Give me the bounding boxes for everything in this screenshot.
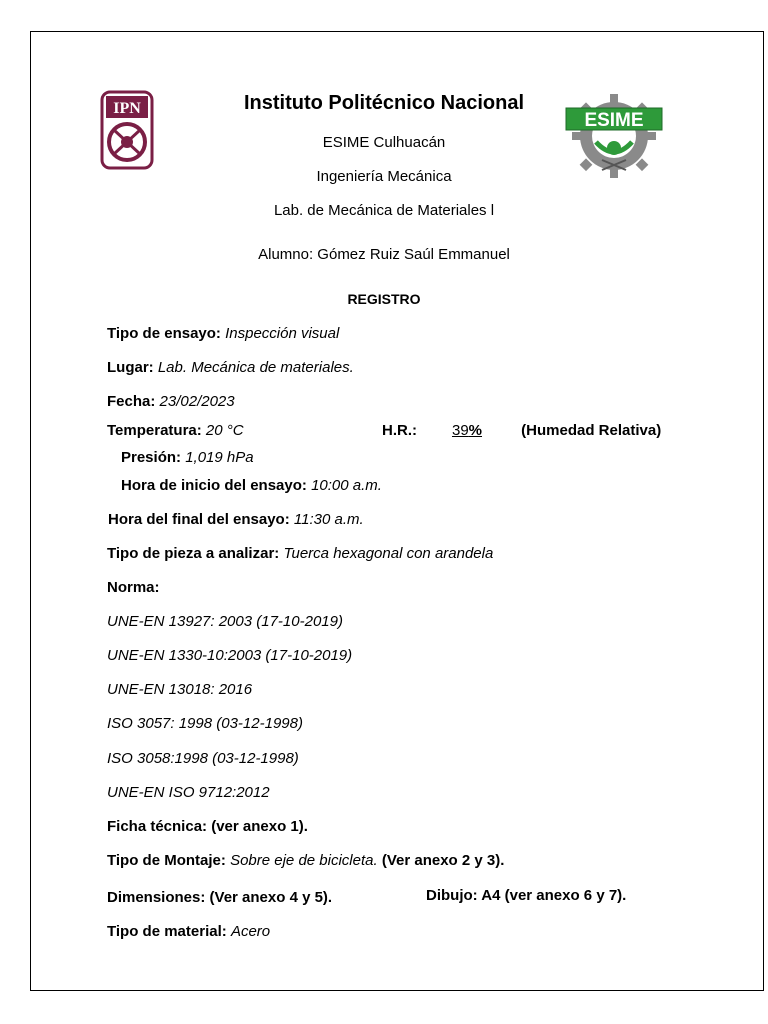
test-type-label: Tipo de ensayo: xyxy=(107,325,221,342)
end-time-value: 11:30 a.m. xyxy=(293,511,364,528)
place-label: Lugar: xyxy=(107,359,154,376)
mounting-reference: (Ver anexo 2 y 3). xyxy=(381,852,505,869)
test-type-line xyxy=(107,325,339,342)
dimensions-line xyxy=(107,889,332,906)
technical-sheet-label: Ficha técnica: (ver anexo 1). xyxy=(107,818,308,835)
technical-sheet-line xyxy=(107,818,308,835)
humidity-unit: % xyxy=(468,422,483,439)
material-value: Acero xyxy=(230,923,271,940)
temperature-label: Temperatura: xyxy=(107,422,202,439)
place-value: Lab. Mecánica de materiales. xyxy=(157,359,354,376)
end-time-label: Hora del final del ensayo: xyxy=(108,511,290,528)
temperature-value: 20 °C xyxy=(205,422,244,439)
date-line xyxy=(107,393,235,410)
place-line xyxy=(107,359,354,376)
humidity-line xyxy=(382,422,661,439)
school-name: ESIME Culhuacán xyxy=(322,134,446,151)
career-name: Ingeniería Mecánica xyxy=(316,168,452,185)
piece-type-label: Tipo de pieza a analizar: xyxy=(107,545,280,562)
end-time-line xyxy=(108,511,364,528)
start-time-label: Hora de inicio del ensayo: xyxy=(121,477,307,494)
norm-label: Norma: xyxy=(107,579,160,596)
date-label: Fecha: xyxy=(107,393,156,410)
date-value: 23/02/2023 xyxy=(159,393,235,410)
piece-type-value: Tuerca hexagonal con arandela xyxy=(283,545,494,562)
norm-item: UNE-EN 13927: 2003 (17-10-2019) xyxy=(107,613,343,630)
drawing-line xyxy=(426,887,626,904)
start-time-line xyxy=(121,477,382,494)
test-type-value: Inspección visual xyxy=(225,325,340,342)
humidity-value: 39 xyxy=(451,422,469,439)
section-title: REGISTRO xyxy=(347,291,421,307)
lab-name: Lab. de Mecánica de Materiales l xyxy=(273,202,495,219)
temperature-line xyxy=(107,422,244,439)
drawing-label: Dibujo: A4 (ver anexo 6 y 7). xyxy=(426,887,627,904)
norm-item: UNE-EN 13018: 2016 xyxy=(107,681,253,698)
norm-item: UNE-EN ISO 9712:2012 xyxy=(107,784,270,801)
norm-item: UNE-EN 1330-10:2003 (17-10-2019) xyxy=(107,647,353,664)
piece-type-line xyxy=(107,545,493,562)
mounting-line xyxy=(107,852,504,869)
page-title: Instituto Politécnico Nacional xyxy=(243,92,525,114)
norm-item: ISO 3057: 1998 (03-12-1998) xyxy=(107,715,303,732)
pressure-value: 1,019 hPa xyxy=(185,449,254,466)
humidity-description: (Humedad Relativa) xyxy=(521,422,662,439)
dimensions-label: Dimensiones: (Ver anexo 4 y 5). xyxy=(107,889,333,906)
ipn-logo-text: IPN xyxy=(113,100,141,117)
student-name: Alumno: Gómez Ruiz Saúl Emmanuel xyxy=(258,246,510,263)
humidity-label: H.R.: xyxy=(382,422,417,439)
material-line xyxy=(107,923,270,940)
esime-logo-text: ESIME xyxy=(584,110,644,131)
norm-item: ISO 3058:1998 (03-12-1998) xyxy=(107,750,299,767)
start-time-value: 10:00 a.m. xyxy=(311,477,382,494)
material-label: Tipo de material: xyxy=(107,923,227,940)
pressure-line xyxy=(121,449,254,466)
mounting-value: Sobre eje de bicicleta. xyxy=(230,852,378,869)
pressure-label: Presión: xyxy=(121,449,182,466)
mounting-label: Tipo de Montaje: xyxy=(107,852,226,869)
humidity-value-field xyxy=(417,422,517,439)
